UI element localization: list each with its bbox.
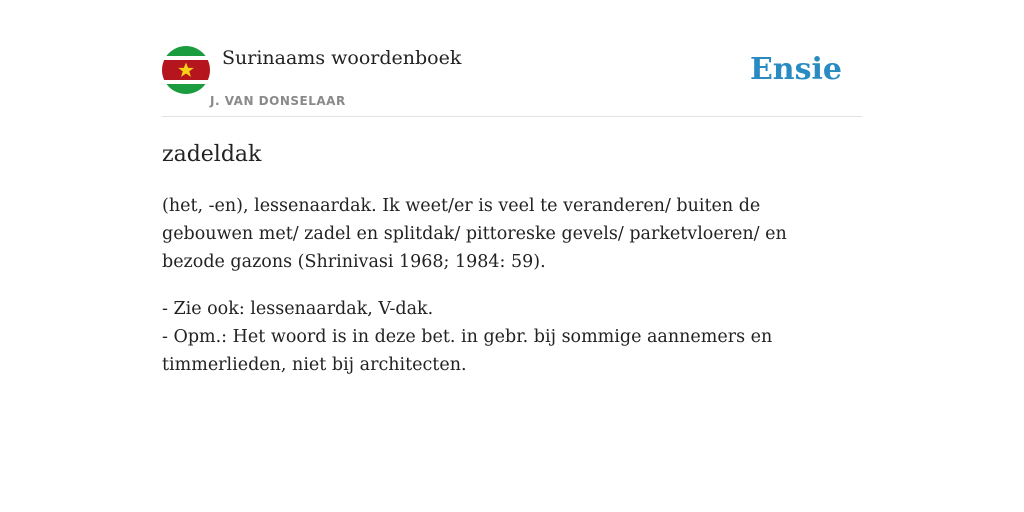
star-icon (177, 61, 195, 79)
dictionary-header (162, 46, 862, 117)
entry-definition: (het, -en), lessenaardak. Ik weet/er is veel te veranderen/ buiten de gebouwen met/ zadel en splitdak/ pittoreske gevels/ parketvloeren/ en bezode gazons (Shrinivasi 1968; 1984: 59). (162, 196, 787, 272)
dictionary-author: J. VAN DONSELAAR (210, 94, 346, 108)
flag-green-stripe-top (162, 46, 210, 56)
dictionary-title-link[interactable]: Surinaams woordenboek (222, 47, 462, 69)
flag-green-stripe-bottom (162, 84, 210, 94)
see-also-note: - Zie ook: lessenaardak, V-dak. (162, 299, 434, 319)
suriname-flag-icon (162, 46, 210, 94)
remark-note: - Opm.: Het woord is in deze bet. in gebr. bij sommige aannemers en timmerlieden, niet bij architecten. (162, 327, 773, 375)
entry-notes (162, 295, 852, 379)
ensie-logo-link[interactable]: Ensie (749, 52, 842, 87)
entry-headword: zadeldak (162, 142, 262, 167)
